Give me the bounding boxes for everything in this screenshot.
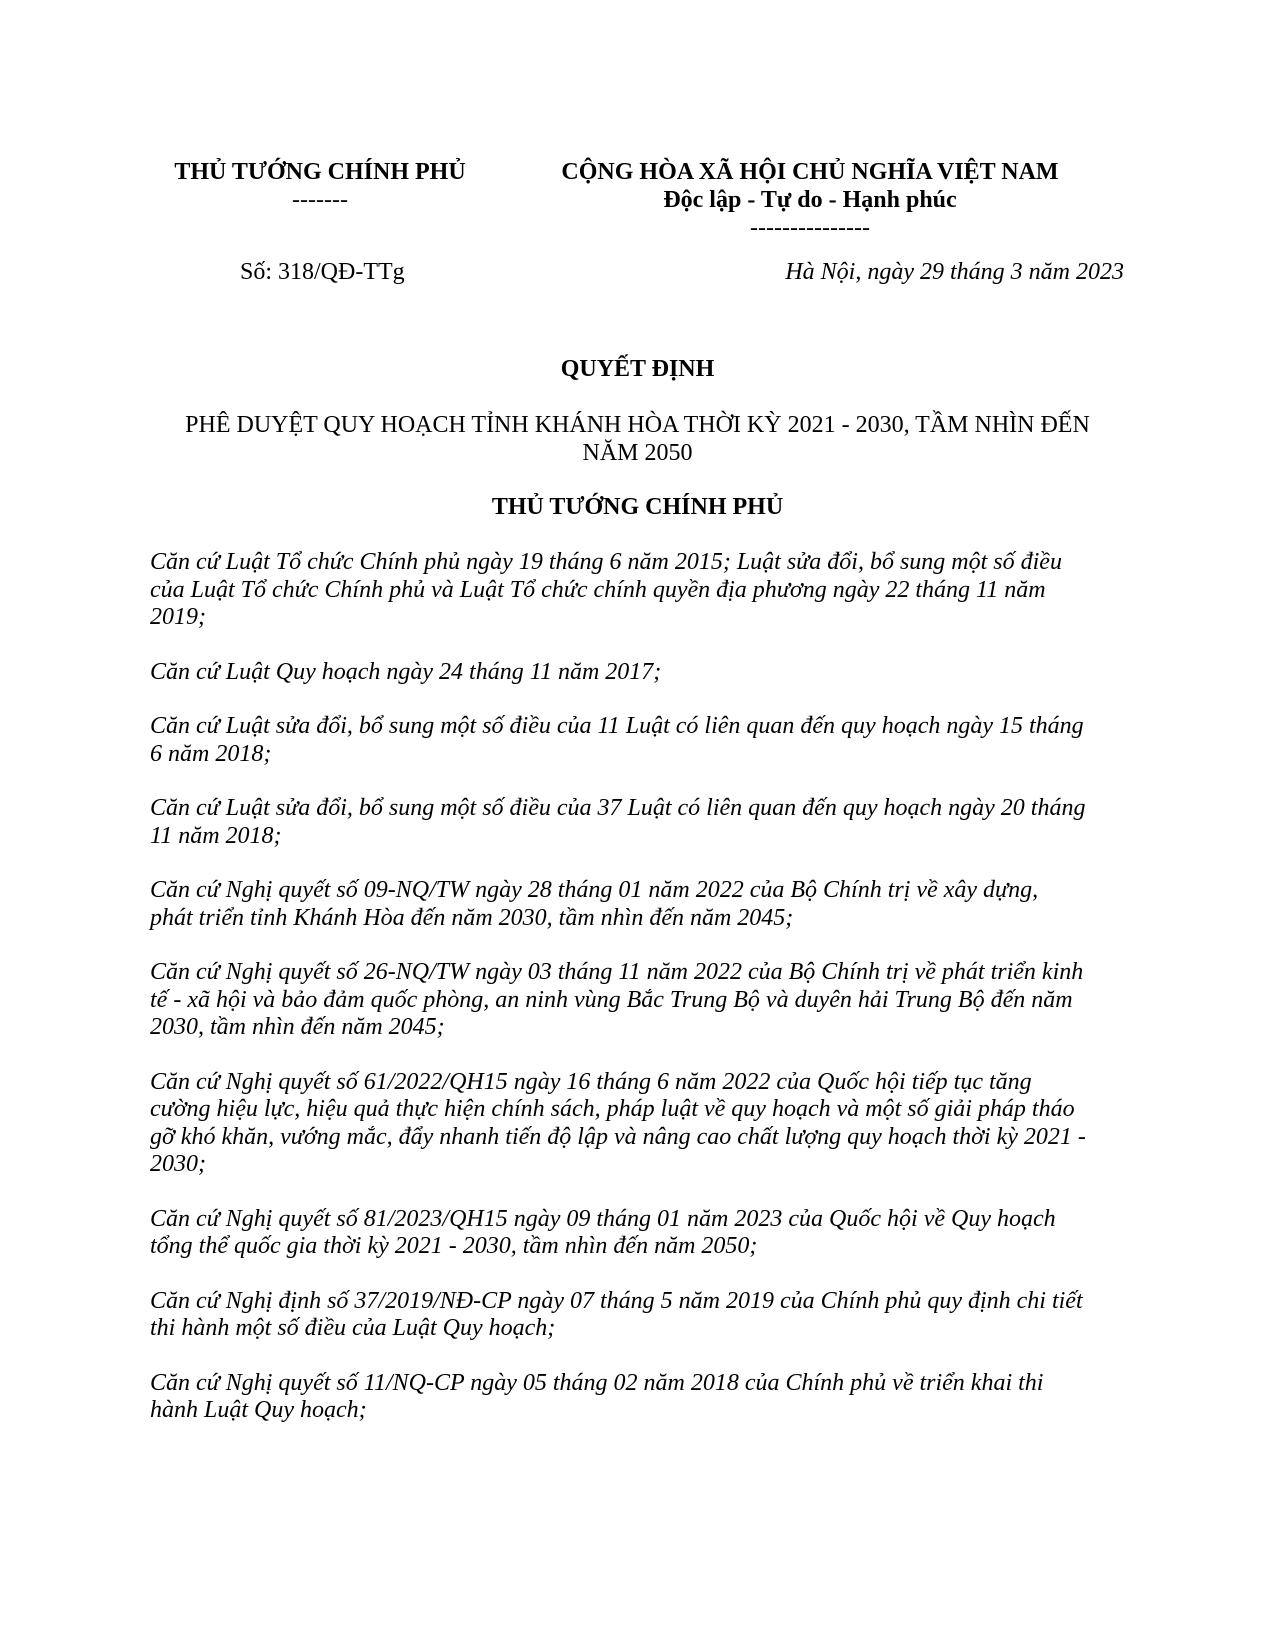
- issuing-authority-block: [155, 158, 485, 214]
- clause-line: Căn cứ Nghị quyết số 61/2022/QH15 ngày 16 tháng 6 năm 2022 của Quốc hội tiếp tục tăng: [150, 1068, 1032, 1095]
- clause-line: của Luật Tổ chức Chính phủ và Luật Tổ chức chính quyền địa phương ngày 22 tháng 11 năm: [150, 576, 1046, 603]
- national-motto: Độc lập - Tự do - Hạnh phúc: [663, 187, 957, 213]
- clause-line: phát triển tỉnh Khánh Hòa đến năm 2030, tầm nhìn đến năm 2045;: [150, 904, 794, 931]
- legal-basis-clause: [150, 659, 1125, 687]
- clause-line: Căn cứ Nghị quyết số 81/2023/QH15 ngày 09 tháng 01 năm 2023 của Quốc hội về Quy hoạch: [150, 1205, 1056, 1232]
- clause-line: gỡ khó khăn, vướng mắc, đẩy nhanh tiến độ lập và nâng cao chất lượng quy hoạch thời kỳ 2021 -: [150, 1123, 1086, 1150]
- document-subtitle: [150, 411, 1125, 467]
- clause-line: 11 năm 2018;: [150, 822, 282, 849]
- national-title: CỘNG HÒA XÃ HỘI CHỦ NGHĨA VIỆT NAM: [561, 159, 1059, 185]
- decision-authority: THỦ TƯỚNG CHÍNH PHỦ: [491, 494, 784, 520]
- document-subtitle-line-1: PHÊ DUYỆT QUY HOẠCH TỈNH KHÁNH HÒA THỜI KỲ 2021 - 2030, TẦM NHÌN ĐẾN: [185, 412, 1090, 438]
- clause-line: hành Luật Quy hoạch;: [150, 1397, 367, 1423]
- legal-basis-clause: [150, 959, 1125, 1042]
- clause-line: Căn cứ Luật Quy hoạch ngày 24 tháng 11 năm 2017;: [150, 658, 662, 685]
- legal-basis-list: [150, 549, 1125, 1452]
- clause-line: Căn cứ Nghị định số 37/2019/NĐ-CP ngày 07 tháng 5 năm 2019 của Chính phủ quy định chi tiết: [150, 1287, 1083, 1314]
- legal-basis-clause: [150, 795, 1125, 850]
- clause-line: Căn cứ Nghị quyết số 09-NQ/TW ngày 28 tháng 01 năm 2022 của Bộ Chính trị về xây dựng,: [150, 877, 1039, 903]
- legal-basis-clause: [150, 713, 1125, 768]
- clause-line: tổng thể quốc gia thời kỳ 2021 - 2030, tầm nhìn đến năm 2050;: [150, 1233, 758, 1259]
- clause-line: Căn cứ Luật sửa đổi, bổ sung một số điều của 37 Luật có liên quan đến quy hoạch ngày 20 tháng: [150, 795, 1086, 821]
- clause-line: Căn cứ Nghị quyết số 11/NQ-CP ngày 05 tháng 02 năm 2018 của Chính phủ về triển khai thi: [150, 1369, 1044, 1396]
- national-title-block: [520, 158, 1100, 242]
- clause-line: 6 năm 2018;: [150, 740, 272, 767]
- clause-line: 2030, tầm nhìn đến năm 2045;: [150, 1014, 445, 1040]
- legal-basis-clause: [150, 1069, 1125, 1179]
- clause-line: 2019;: [150, 604, 206, 630]
- legal-basis-clause: [150, 1288, 1125, 1343]
- legal-basis-clause: [150, 549, 1125, 632]
- clause-line: Căn cứ Luật sửa đổi, bổ sung một số điều của 11 Luật có liên quan đến quy hoạch ngày 15 tháng: [150, 713, 1084, 739]
- national-motto-divider: ---------------: [750, 215, 870, 241]
- legal-basis-clause: [150, 1370, 1125, 1425]
- clause-line: Căn cứ Luật Tổ chức Chính phủ ngày 19 tháng 6 năm 2015; Luật sửa đổi, bổ sung một số điều: [150, 549, 1062, 575]
- clause-line: Căn cứ Nghị quyết số 26-NQ/TW ngày 03 tháng 11 năm 2022 của Bộ Chính trị về phát triển kinh: [150, 959, 1084, 985]
- document-number: Số: 318/QĐ-TTg: [240, 259, 405, 285]
- issuing-authority-divider: -------: [292, 187, 348, 213]
- clause-line: cường hiệu lực, hiệu quả thực hiện chính sách, pháp luật về quy hoạch và một số giải pháp tháo: [150, 1096, 1075, 1122]
- document-title: QUYẾT ĐỊNH: [560, 356, 715, 382]
- clause-line: tế - xã hội và bảo đảm quốc phòng, an ninh vùng Bắc Trung Bộ và duyên hải Trung Bộ đến năm: [150, 986, 1073, 1013]
- legal-basis-clause: [150, 877, 1125, 932]
- clause-line: thi hành một số điều của Luật Quy hoạch;: [150, 1315, 556, 1341]
- legal-basis-clause: [150, 1206, 1125, 1261]
- place-and-date: Hà Nội, ngày 29 tháng 3 năm 2023: [785, 259, 1124, 285]
- document-subtitle-line-2: NĂM 2050: [582, 440, 693, 466]
- issuing-authority-title: THỦ TƯỚNG CHÍNH PHỦ: [174, 159, 466, 185]
- clause-line: 2030;: [150, 1151, 206, 1177]
